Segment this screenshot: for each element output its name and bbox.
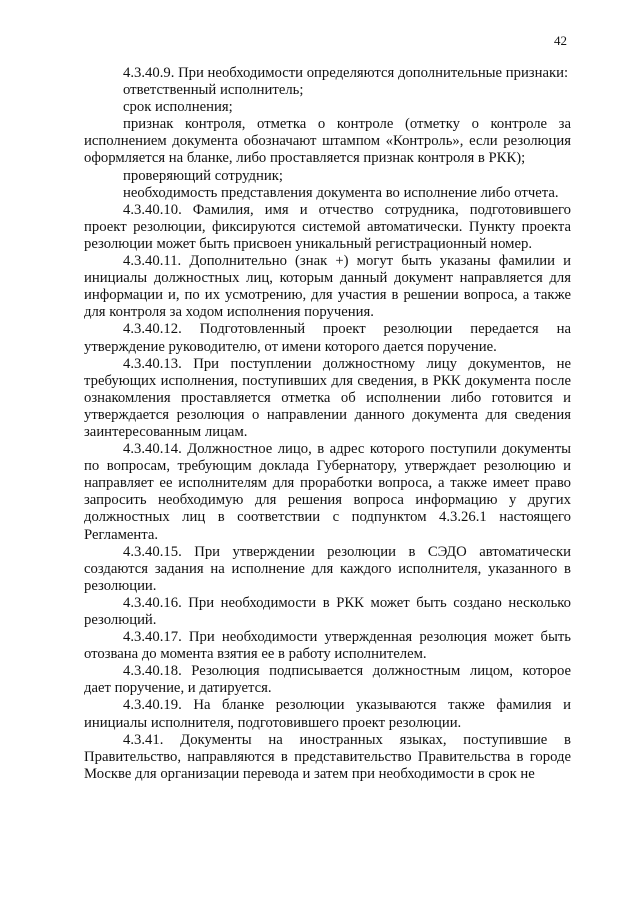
- list-item-control-mark: признак контроля, отметка о контроле (отметку о контроле за исполнением документа обозначают штампом «Контроль», если резолюция оформляется на бланке, либо проставляется признак контроля в РКК);: [84, 116, 571, 167]
- paragraph-4-3-40-11: 4.3.40.11. Дополнительно (знак +) могут быть указаны фамилии и инициалы должностных лиц, которым данный документ направляется для информации и, по их усмотрению, для участия в решении вопроса, а также для контроля за ходом исполнения поручения.: [84, 253, 571, 321]
- list-item-responsible-executor: ответственный исполнитель;: [123, 82, 304, 99]
- paragraph-4-3-40-19: 4.3.40.19. На бланке резолюции указываются также фамилия и инициалы исполнителя, подготовившего проект резолюции.: [84, 697, 571, 731]
- paragraph-4-3-40-18: 4.3.40.18. Резолюция подписывается должностным лицом, которое дает поручение, и датируется.: [84, 663, 571, 697]
- paragraph-4-3-41: 4.3.41. Документы на иностранных языках, поступившие в Правительство, направляются в представительство Правительства в городе Москве для организации перевода и затем при необходимости в срок не: [84, 731, 571, 782]
- list-item-due-date: срок исполнения;: [123, 99, 233, 116]
- list-item-report-requirement: необходимость представления документа во исполнение либо отчета.: [123, 184, 559, 201]
- page-number: 42: [554, 33, 567, 48]
- paragraph-4-3-40-12: 4.3.40.12. Подготовленный проект резолюции передается на утверждение руководителю, от имени которого дается поручение.: [84, 321, 571, 355]
- page-body-text: [84, 65, 571, 783]
- paragraph-4-3-40-13: 4.3.40.13. При поступлении должностному лицу документов, не требующих исполнения, поступивших для сведения, в РКК документа после ознакомления проставляется отметка об исполнении либо готовится и утверждается резолюция о направлении данного документа для сведения заинтересованным лицам.: [84, 355, 571, 440]
- list-item-checking-employee: проверяющий сотрудник;: [123, 167, 283, 184]
- paragraph-4-3-40-10: 4.3.40.10. Фамилия, имя и отчество сотрудника, подготовившего проект резолюции, фиксируются системой автоматически. Пункту проекта резолюции может быть присвоен уникальный регистрационный номер.: [84, 201, 571, 252]
- paragraph-4-3-40-16: 4.3.40.16. При необходимости в РКК может быть создано несколько резолюций.: [84, 594, 571, 628]
- paragraph-4-3-40-14: 4.3.40.14. Должностное лицо, в адрес которого поступили документы по вопросам, требующим доклада Губернатору, утверждает резолюцию и направляет ее исполнителям для проработки вопроса, а также имеет право запросить необходимую для решения вопроса информацию у других должностных лиц в соответствии с подпунктом 4.3.26.1 настоящего Регламента.: [84, 441, 571, 543]
- paragraph-4-3-40-9: 4.3.40.9. При необходимости определяются дополнительные признаки:: [123, 65, 569, 81]
- paragraph-4-3-40-17: 4.3.40.17. При необходимости утвержденная резолюция может быть отозвана до момента взятия ее в работу исполнителем.: [84, 629, 571, 663]
- paragraph-4-3-40-15: 4.3.40.15. При утверждении резолюции в СЭДО автоматически создаются задания на исполнение для каждого исполнителя, указанного в резолюции.: [84, 543, 571, 594]
